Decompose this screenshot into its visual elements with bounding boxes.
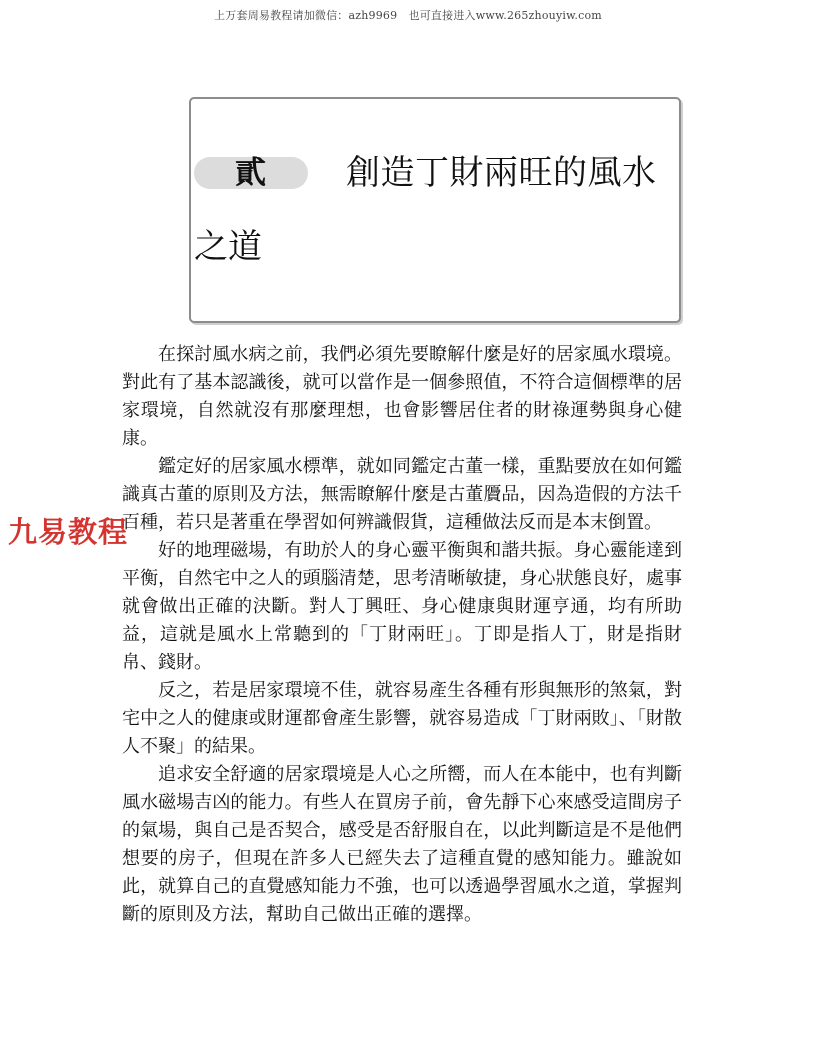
- chapter-number: 貳: [235, 155, 266, 191]
- paragraph-5: 追求安全舒適的居家環境是人心之所嚮，而人在本能中，也有判斷風水磁場吉凶的能力。有些人在買房子前，會先靜下心來感受這間房子的氣場，與自己是否契合，感受是否舒服自在，以此判斷這是不是他們想要的房子，但現在許多人已經失去了這種直覺的感知能力。雖說如此，就算自己的直覺感知能力不強，也可以透過學習風水之道，掌握判斷的原則及方法，幫助自己做出正確的選擇。: [122, 764, 682, 925]
- paragraph-1: 在探討風水病之前，我們必須先要瞭解什麼是好的居家風水環境。對此有了基本認識後，就可以當作是一個參照值，不符合這個標準的居家環境，自然就沒有那麼理想，也會影響居住者的財祿運勢與身心健康。: [122, 344, 682, 449]
- chapter-title-line1: 創造丁財兩旺的風水: [346, 153, 657, 193]
- body-text: [122, 341, 682, 929]
- watermark-logo: 九易教程: [8, 515, 129, 549]
- paragraph-3: 好的地理磁場，有助於人的身心靈平衡與和諧共振。身心靈能達到平衡，自然宅中之人的頭腦清楚，思考清晰敏捷，身心狀態良好，處事就會做出正確的決斷。對人丁興旺、身心健康與財運亨通，均有所助益，這就是風水上常聽到的「丁財兩旺」。丁即是指人丁，財是指財帛、錢財。: [122, 540, 682, 673]
- paragraph-2: 鑑定好的居家風水標準，就如同鑑定古董一樣，重點要放在如何鑑識真古董的原則及方法，無需瞭解什麼是古董贗品，因為造假的方法千百種，若只是著重在學習如何辨識假貨，這種做法反而是本末倒置。: [122, 456, 682, 533]
- header-note: 上万套周易教程请加微信：azh9969 也可直接进入www.265zhouyiw.com: [214, 9, 602, 22]
- chapter-title-box: [189, 97, 681, 323]
- chapter-title-line2: 之道: [194, 227, 262, 267]
- paragraph-4: 反之，若是居家環境不佳，就容易產生各種有形與無形的煞氣，對宅中之人的健康或財運都會產生影響，就容易造成「丁財兩敗」、「財散人不聚」的結果。: [122, 680, 682, 757]
